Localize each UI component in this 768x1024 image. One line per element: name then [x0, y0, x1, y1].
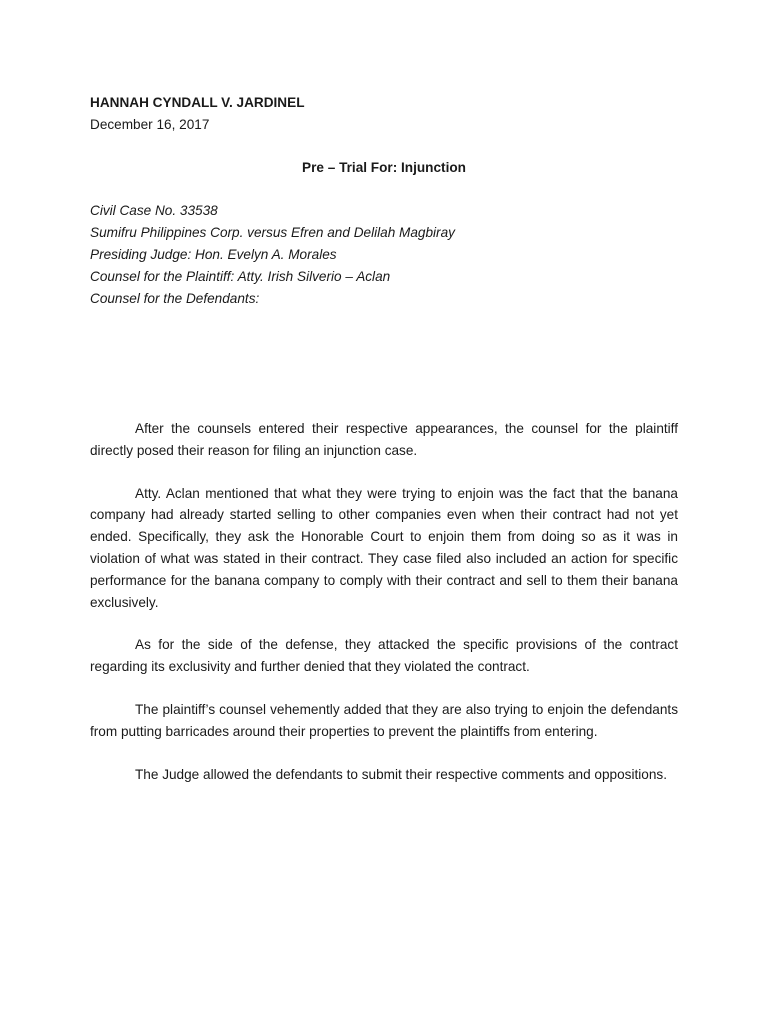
case-number: Civil Case No. 33538: [90, 203, 218, 218]
document-title: Pre – Trial For: Injunction: [302, 160, 466, 175]
body-paragraph: The plaintiff’s counsel vehemently added that they are also trying to enjoin the defendants from putting barricades around their properties to prevent the plaintiffs from entering.: [90, 701, 678, 739]
body-paragraph: Atty. Aclan mentioned that what they were trying to enjoin was the fact that the banana company had already started selling to other companies even when their contract had not yet ended. Specifically, they ask the Honorable Court to enjoin them from doing so as it was in violation of what was stated in their contract. They case filed also included an action for specific performance for the banana company to comply with their contract and sell to them their banana exclusively.: [90, 485, 678, 610]
presiding-judge: Presiding Judge: Hon. Evelyn A. Morales: [90, 247, 337, 262]
document-date: December 16, 2017: [90, 117, 210, 132]
body-paragraph: The Judge allowed the defendants to submit their respective comments and oppositions.: [135, 766, 667, 782]
document-body: [90, 418, 678, 806]
case-parties: Sumifru Philippines Corp. versus Efren and Delilah Magbiray: [90, 225, 455, 240]
plaintiff-counsel: Counsel for the Plaintiff: Atty. Irish Silverio – Aclan: [90, 269, 391, 284]
case-info-block: [90, 203, 455, 313]
defendants-counsel: Counsel for the Defendants:: [90, 291, 260, 306]
author-name: HANNAH CYNDALL V. JARDINEL: [90, 95, 305, 110]
body-paragraph: As for the side of the defense, they attacked the specific provisions of the contract regarding its exclusivity and further denied that they violated the contract.: [90, 637, 678, 675]
body-paragraph: After the counsels entered their respective appearances, the counsel for the plaintiff directly posed their reason for filing an injunction case.: [90, 421, 678, 458]
